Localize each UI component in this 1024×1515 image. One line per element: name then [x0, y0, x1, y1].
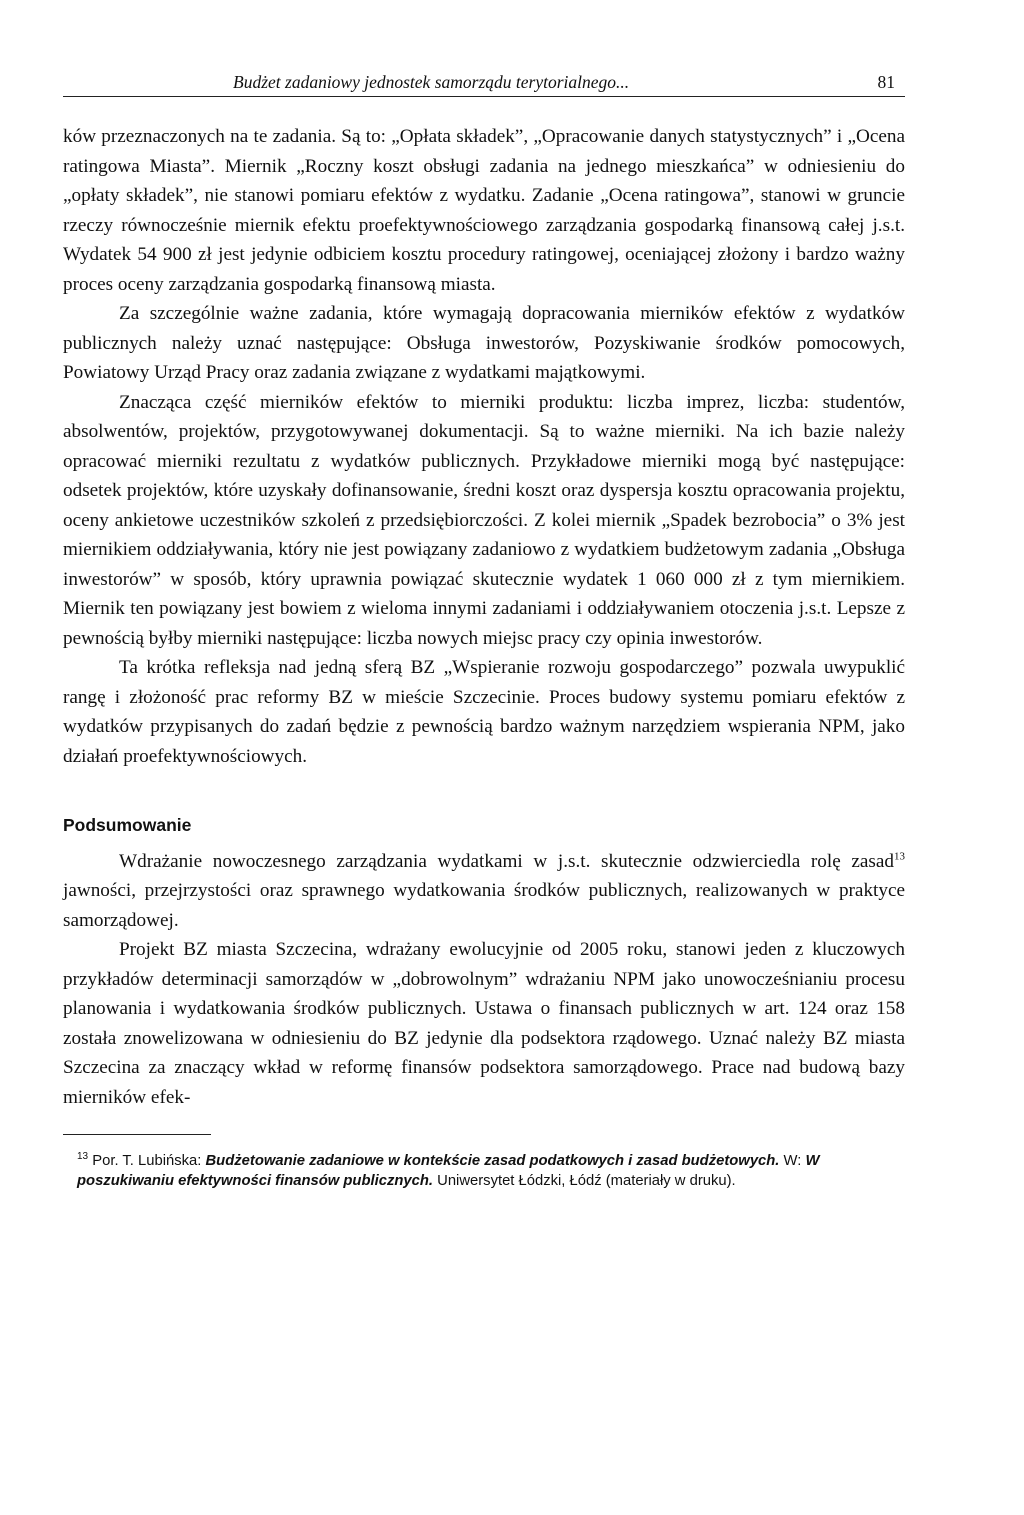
summary-paragraph-2: Projekt BZ miasta Szczecina, wdrażany ewolucyjnie od 2005 roku, stanowi jeden z kluczowych przykładów determinacji samorządów w „dobrowolnym” wdrażaniu NPM jako unowocześnianiu procesu planowania i wydatkowania środków publicznych. Ustawa o finansach publicznych w art. 124 oraz 158 została znowelizowana w odniesieniu do BZ jedynie dla podsektora rządowego. Uznać należy BZ miasta Szczecina za znaczący wkład w reformę finansów podsektora samorządowego. Prace nad budową bazy mierników efek- [63, 939, 905, 1108]
footnote-suffix: Uniwersytet Łódzki, Łódź (materiały w druku). [433, 1173, 736, 1189]
running-header [63, 62, 905, 97]
paragraph-2: Za szczególnie ważne zadania, które wymagają dopracowania mierników efektów z wydatków publicznych należy uznać następujące: Obsługa inwestorów, Pozyskiwanie środków pomocowych, Powiatowy Urząd Pracy oraz zadania związane z wydatkami majątkowymi. [63, 303, 905, 383]
footnote-prefix: Por. T. Lubińska: [92, 1153, 206, 1169]
paragraph-3: Znacząca część mierników efektów to mierniki produktu: liczba imprez, liczba: studentów, absolwentów, projektów, przygotowywanej dokumentacji. Są to ważne mierniki. Na ich bazie należy opracować mierniki rezultatu z wydatków publicznych. Przykładowe mierniki mogą być następujące: odsetek projektów, które uzyskały dofinansowanie, średni koszt oraz dyspersja kosztu opracowania projektu, oceny ankietowe uczestników szkoleń z przedsiębiorczości. Z kolei miernik „Spadek bezrobocia” o 3% jest miernikiem oddziaływania, który nie jest powiązany zadaniowo z wydatkiem budżetowym zadania „Obsługa inwestorów” w sposób, który uprawnia powiązać skutecznie wydatek 1 060 000 zł z tym miernikiem. Miernik ten powiązany jest bowiem z wieloma innymi zadaniami i oddziaływaniem otoczenia j.s.t. Lepsze z pewnością byłby mierniki następujące: liczba nowych miejsc pracy czy opinia inwestorów. [63, 391, 905, 649]
footnote [63, 1151, 905, 1191]
page-number: 81 [877, 72, 895, 92]
summary-paragraph-1 [63, 847, 905, 936]
running-title: Budżet zadaniowy jednostek samorządu terytorialnego... [233, 72, 630, 92]
document-page [63, 62, 905, 1191]
summary-p1-after: jawności, przejrzystości oraz sprawnego wydatkowania środków publicznych, realizowanych w praktyce samorządowej. [63, 880, 905, 931]
paragraph-1: ków przeznaczonych na te zadania. Są to: „Opłata składek”, „Opracowanie danych statystycznych” i „Ocena ratingowa Miasta”. Miernik „Roczny koszt obsługi zadania na jednego mieszkańca” w odniesieniu do „opłaty składek”, nie stanowi pomiaru efektów z wydatku. Zadanie „Ocena ratingowa”, stanowi w gruncie rzeczy równocześnie miernik efektu proefektywnościowego zarządzania gospodarką finansową całej j.s.t. Wydatek 54 900 zł jest jedynie odbiciem kosztu procedury ratingowej, oceniającej złożony i bardzo ważny proces oceny zarządzania gospodarką finansową miasta. [63, 126, 905, 295]
footnote-mid: W: [779, 1153, 806, 1169]
footnote-title-2: W poszukiwaniu efektywności finansów publicznych. [77, 1153, 820, 1189]
footnote-reference[interactable]: 13 [894, 850, 905, 863]
paragraph-4: Ta krótka refleksja nad jedną sferą BZ „Wspieranie rozwoju gospodarczego” pozwala uwypuklić rangę i złożoność prac reformy BZ w mieście Szczecinie. Proces budowy systemu pomiaru efektów z wydatków przypisanych do zadań będzie z pewnością bardzo ważnym narzędziem wspierania NPM, jako działań proefektywnościowych. [63, 657, 905, 767]
main-text [63, 122, 905, 1112]
footnote-title-1: Budżetowanie zadaniowe w kontekście zasad podatkowych i zasad budżetowych. [205, 1153, 780, 1169]
summary-p1-before: Wdrażanie nowoczesnego zarządzania wydatkami w j.s.t. skutecznie odzwierciedla rolę zasad [119, 850, 894, 872]
section-heading: Podsumowanie [63, 815, 192, 835]
footnote-mark: 13 [77, 1151, 89, 1163]
footnote-divider [63, 1134, 211, 1135]
